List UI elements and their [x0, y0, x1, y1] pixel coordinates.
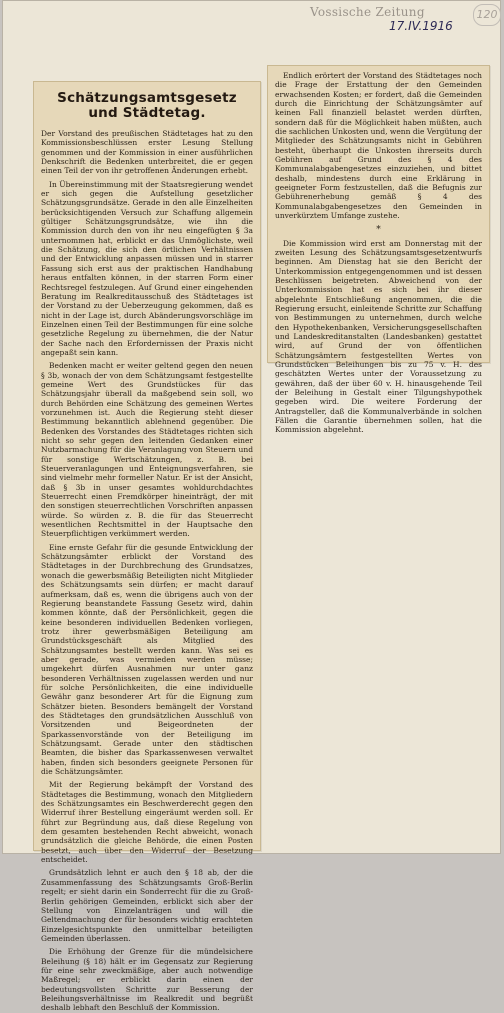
- article-paragraph: Mit der Regierung bekämpft der Vorstand des Städtetages die Bestimmung, wonach den Mitgliedern des Schätzungsamtes ein Beschwerderecht gegen den Widerruf ihrer Bestellung eingeräumt werden soll. Er führt zur Begründung aus, daß diese Regelung von dem gesamten bestehenden Recht abweicht, wonach grundsätzlich die gleiche Behörde, die einen Posten besetzt, auch über den Widerruf der Besetzung entscheidet.: [41, 780, 253, 865]
- article-paragraph: Grundsätzlich lehnt er auch den § 18 ab, der die Zusammenfassung des Schätzungsamts Groß-Berlin regelt; er sieht darin ein Sonderrecht für die zu Groß-Berlin gehörigen Gemeinden, erblickt sich aber der Stellung von Einzelanträgen und will die Geltendmachung der für besonders wichtig erachteten Einzelgesichtspunkte den unmittelbar beteiligten Gemeinden überlassen.: [41, 868, 253, 943]
- article-paragraph: Die Erhöhung der Grenze für die mündelsichere Beleihung (§ 18) hält er im Gegensatz zur Regierung für eine sehr zweckmäßige, aber auch notwendige Maßregel; er erblickt darin einen der bedeutungsvollsten Schritte zur Besserung der Beleihungsverhältnisse im Realkredit und begrüßt deshalb lebhaft den Beschluß der Kommission.: [41, 947, 253, 1013]
- article-paragraph: Der Vorstand des preußischen Städtetages hat zu den Kommissionsbeschlüssen erster Lesung Stellung genommen und der Kommission in einer ausführlichen Denkschrift die Bedenken unterbreitet, die er gegen einen Teil der von ihr getroffenen Änderungen erhebt.: [41, 129, 253, 176]
- page-number-mark: 120: [473, 4, 501, 26]
- newspaper-masthead: Vossische Zeitung: [310, 5, 425, 19]
- clipping-right-column: [267, 65, 490, 435]
- clipping-left-column: [33, 81, 261, 1013]
- article-paragraph: Eine ernste Gefahr für die gesunde Entwicklung der Schätzungsämter erblickt der Vorstand des Städtetages in der Durchbrechung des Grundsatzes, wonach die gewerbsmäßig Beteiligten nicht Mitglieder des Schätzungsamts sein dürfen; er macht darauf aufmerksam, daß es, wenn die übrigens auch von der Regierung beanstandete Fassung Gesetz wird, dahin kommen könnte, daß der Persönlichkeit, gegen die keine besonderen individuellen Bedenken vorliegen, trotz ihrer gewerbsmäßigen Beteiligung am Grundstücksgeschäft als Mitglied des Schätzungsamtes bestellt werden kann. Was sei es aber gerade, was vermieden werden müsse; umgekehrt dürfen Ausnahmen nur unter ganz besonderen Verhältnissen zugelassen werden und nur für solche Persönlichkeiten, die eine individuelle Gewähr ganz besonderer Art für die Eignung zum Schätzer bieten. Besonders bemängelt der Vorstand des Städtetages den grundsätzlichen Ausschluß von Vorsitzenden und Beigeordneten der Sparkassenvorstände von der Beteiligung im Schätzungsamt. Gerade unter den städtischen Beamten, die bisher das Sparkassenwesen verwaltet haben, finden sich besonders geeignete Personen für die Schätzungsämter.: [41, 542, 253, 777]
- section-separator: *: [376, 224, 381, 235]
- article-paragraph: Die Kommission wird erst am Donnerstag mit der zweiten Lesung des Schätzungsamtsgesetzentwurfs beginnen. Am Dienstag hat sie den Bericht der Unterkommission entgegengenommen und ist dessen Beschlüssen beigetreten. Abweichend von der Unterkommission hat es sich bei ihr dieser abgelehnte Entschließung angenommen, die die Regierung ersucht, einleitende Schritte zur Schaffung von Bestimmungen zu unternehmen, durch welche den Hypothekenbanken, Versicherungsgesellschaften und Landeskreditanstalten (Landesbanken) gestattet wird, auf Grund der von öffentlichen Schätzungsämtern festgestellten Wertes von Grundstücken Beleihungen bis zu 75 v. H. des geschätzten Wertes unter der Voraussetzung zu gewähren, daß der über 60 v. H. hinausgehende Teil der Beleihung in Gestalt einer Tilgungshypothek gegeben wird. Die weitere Forderung der Antragsteller, daß die Kommunalverbände in solchen Fällen die Garantie übernehmen sollen, hat die Kommission abgelehnt.: [275, 238, 482, 435]
- article-paragraph: Bedenken macht er weiter geltend gegen den neuen § 3b, wonach der von dem Schätzungsamt festgestellte gemeine Wert des Grundstückes für das Schätzungsjahr überall da maßgebend sein soll, wo durch Behörden eine Schätzung des gemeinen Wertes vorzunehmen ist. Auch die Regierung steht dieser Bestimmung bekanntlich ablehnend gegenüber. Die Bedenken des Vorstandes des Städtetages richten sich nicht so sehr gegen den leitenden Gedanken einer Nutzbarmachung für die Veranlagung von Steuern und für sonstige Wertschätzungen, z. B. bei Steuerveranlagungen und Enteignungsverfahren, sie sind vielmehr mehr formeller Natur. Er ist der Ansicht, daß § 3b in unser gesamtes wohldurchdachtes Steuerrecht einen Fremdkörper hineinträgt, der mit den sonstigen steuerrechtlichen Vorschriften anpassen würde. So würden z. B. die für das Steuerrecht wesentlichen Rechtsmittel in der Hauptsache den Steuerpflichtigen verkümmert werden.: [41, 361, 253, 539]
- article-paragraph: In Übereinstimmung mit der Staatsregierung wendet er sich gegen die Aufstellung gesetzlicher Schätzungsgrundsätze. Gerade in den alle Einzelheiten berücksichtigenden Versuch zur Schaffung allgemein gültiger Schätzungsgrundsätze, wie ihn die Kommission durch den von ihr neu eingefügten § 3a unternommen hat, erblickt er das Unmöglichste, weil die Schätzung, die sich den örtlichen Verhältnissen und der Entwicklung anpassen müssen und in starrer Fassung sich erst aus der praktischen Handhabung heraus entfalten können, in der starren Form einer Rechtsregel festzulegen. Auf Grund einer eingehenden Beratung im Realkreditausschuß des Städtetages ist der Vorstand zu der Ueberzeugung gekommen, daß es nicht in der Lage ist, durch Abänderungsvorschläge im Einzelnen einen Teil der Bestimmungen für eine solche gesetzliche Regelung zu übernehmen, die der Natur der Sache nach den Erfordernissen der Praxis nicht angepaßt sein kann.: [41, 179, 253, 357]
- handwritten-date: 17.IV.1916: [389, 19, 453, 33]
- scanned-sheet: [2, 0, 501, 1013]
- article-paragraph: Endlich erörtert der Vorstand des Städtetages noch die Frage der Erstattung der den Gemeinden erwachsenden Kosten; er fordert, daß die Gemeinden durch die Einrichtung der Schätzungsämter auf keinen Fall finanziell belastet werden dürften, sondern daß für die Möglichkeit haben müßten, auch die sachlichen Unkosten und, wenn die Vergütung der Mitglieder des Schätzungsamts nicht in Gebühren besteht, überhaupt die Unkosten ihrerseits durch Gebühren auf Grund des § 4 des Kommunalabgabengesetzes einzuziehen, und bittet deshalb, mindestens durch eine Erklärung in geeigneter Form festzustellen, daß die Befugnis zur Gebührenerhebung gemäß § 4 des Kommunalabgabengesetzes den Gemeinden in unverkürztem Umfange zustehe.: [275, 71, 482, 221]
- article-headline: Schätzungsamtsgesetz und Städtetag.: [57, 90, 237, 121]
